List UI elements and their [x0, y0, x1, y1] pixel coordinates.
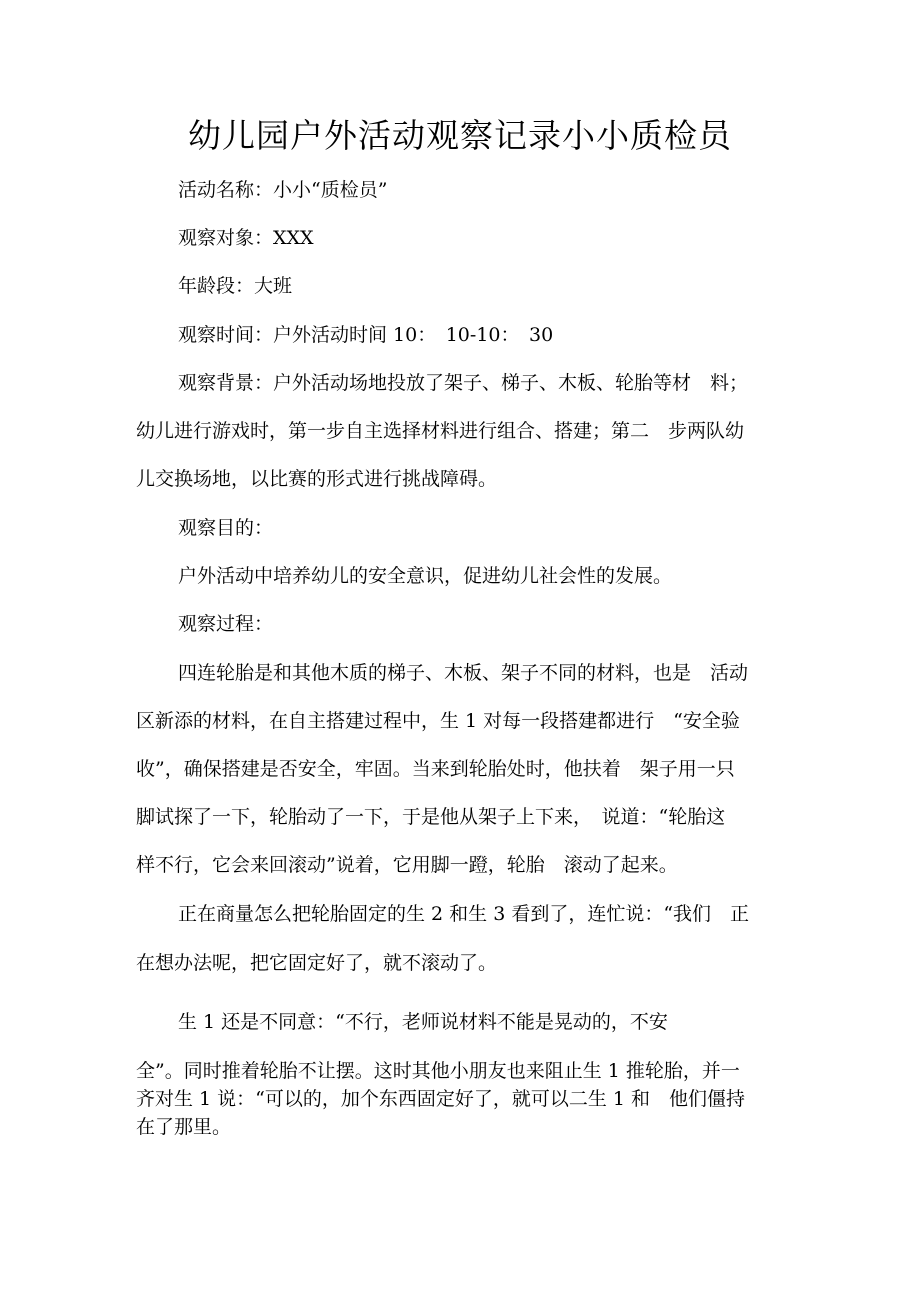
- process-line: 在了那里。: [136, 1116, 232, 1138]
- process-line: 正在商量怎么把轮胎固定的生 2 和生 3 看到了，连忙说：“我们 正: [178, 903, 750, 925]
- purpose-heading: 观察目的：: [178, 517, 274, 539]
- process-line: 样不行，它会来回滚动”说着，它用脚一蹬，轮胎 滚动了起来。: [136, 854, 678, 876]
- purpose-line: 户外活动中培养幼儿的安全意识，促进幼儿社会性的发展。: [178, 565, 673, 587]
- document-title: 幼儿园户外活动观察记录小小质检员: [188, 116, 732, 155]
- process-line: 生 1 还是不同意：“不行，老师说材料不能是晃动的，不安: [178, 1011, 668, 1033]
- process-line: 齐对生 1 说：“可以的，加个东西固定好了，就可以二生 1 和 他们僵持: [136, 1088, 746, 1110]
- process-line: 全”。同时推着轮胎不让摆。这时其他小朋友也来阻止生 1 推轮胎，并一: [136, 1060, 740, 1082]
- age-group-line: 年龄段：大班: [178, 275, 293, 297]
- activity-name-line: 活动名称：小小“质检员”: [178, 179, 388, 201]
- process-line: 在想办法呢，把它固定好了，就不滚动了。: [136, 952, 498, 974]
- process-line: 区新添的材料，在自主搭建过程中，生 1 对每一段搭建都进行 “安全验: [136, 710, 740, 732]
- observation-time-line: 观察时间：户外活动时间 10： 10-10： 30: [178, 324, 554, 346]
- background-line: 观察背景：户外活动场地投放了架子、梯子、木板、轮胎等材 料；: [178, 372, 749, 394]
- process-line: 四连轮胎是和其他木质的梯子、木板、架子不同的材料，也是 活动: [178, 662, 749, 684]
- background-line: 幼儿进行游戏时，第一步自主选择材料进行组合、搭建；第二 步两队幼: [136, 420, 745, 442]
- process-heading: 观察过程：: [178, 613, 274, 635]
- process-line: 收”，确保搭建是否安全，牢固。当来到轮胎处时，他扶着 架子用一只: [136, 758, 735, 780]
- observation-subject-line: 观察对象：XXX: [178, 227, 314, 249]
- process-line: 脚试探了一下，轮胎动了一下，于是他从架子上下来， 说道：“轮胎这: [136, 806, 726, 828]
- background-line: 儿交换场地，以比赛的形式进行挑战障碍。: [136, 468, 498, 490]
